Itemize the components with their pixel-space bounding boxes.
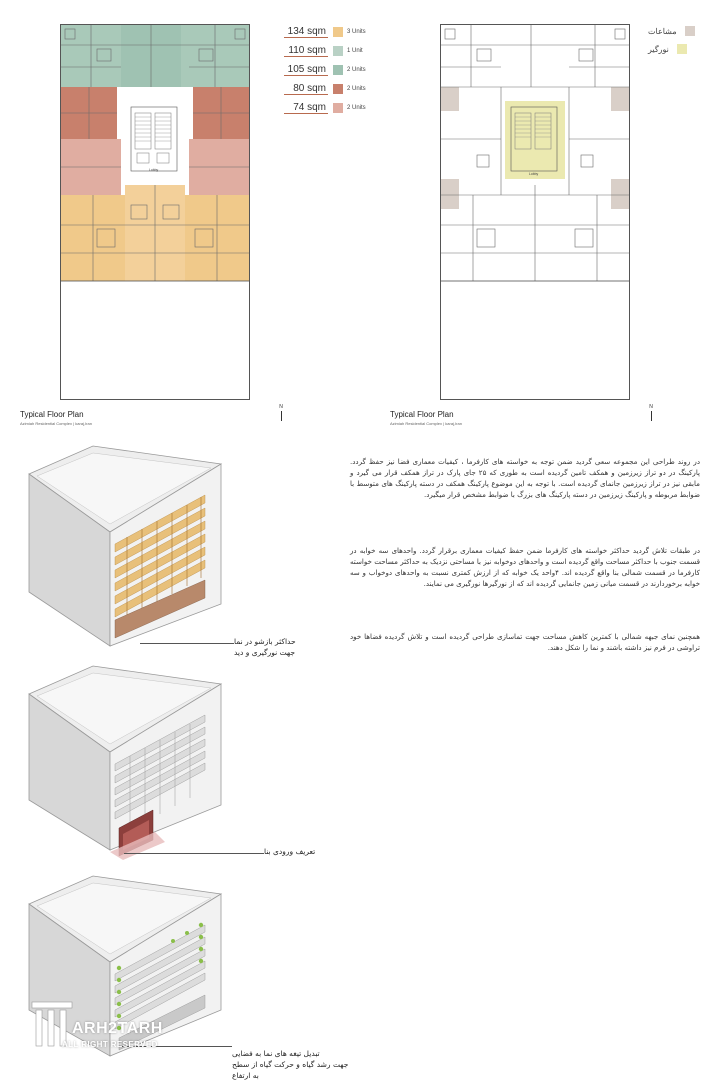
caption-1-line-1: حداکثر بازشو در نما xyxy=(234,637,296,646)
caption-2 xyxy=(264,846,354,857)
building-massing-2 xyxy=(15,660,245,860)
legend-swatch xyxy=(333,103,343,113)
floor-plan-right xyxy=(440,24,630,400)
legend-swatch xyxy=(333,84,343,94)
legend-row-134 xyxy=(284,24,366,40)
floor-plan-left-drawing xyxy=(61,25,249,399)
plan-subtitle-right: Azimiah Residential Complex | karaj,Iran xyxy=(390,421,462,426)
north-arrow-right xyxy=(647,404,655,424)
caption-2-line-1: تعریف ورودی بنا xyxy=(264,847,316,856)
north-arrow-left xyxy=(277,404,285,424)
caption-3 xyxy=(232,1048,352,1081)
legend-area: 80 sqm xyxy=(284,83,328,95)
caption-1-line-2: جهت نورگیری و دید xyxy=(234,648,296,657)
legend-label: نورگیر xyxy=(648,44,669,54)
description-paragraph-3: همچنین نمای جبهه شمالی با کمترین کاهش مساحت جهت تماسازی طراحی گردیده است و تلاش گردیده فضاها خود تراوشی در فرم نیز داشته باشند و نما را شکل دهند. xyxy=(350,632,700,652)
legend-lightwell xyxy=(648,44,687,54)
legend-swatch xyxy=(685,26,695,36)
watermark-sub: ALL RIGHT RESERVED xyxy=(62,1040,158,1049)
legend-label: مشاعات xyxy=(648,26,677,36)
plan-subtitle-left: Azimiah Residential Complex | karaj,Iran xyxy=(20,421,92,426)
legend-swatch xyxy=(333,46,343,56)
legend-row-80 xyxy=(284,81,366,97)
description-paragraph-1: در روند طراحی این مجموعه سعی گردید ضمن توجه به خواسته های کارفرما ، کیفیات معماری فضا نیز حفظ گردد. پارکینگ در دو تراز زیرزمین و همکف تامین گردیده است به طوری که ۲۵ جای پارک در تراز همکف قرار می گیرد و مابقی نیز در تراز زیرزمین جانمای گردیده است. با توجه به این موضوع پارکینگ همکف در دسته پارکینگ های متوسط با ضوابط مربوطه و پارکینگ زیرزمین در دسته پارکینگ های بزرگ با ضوابط مشخص قرار میگیرد. xyxy=(350,457,700,499)
legend-area: 105 sqm xyxy=(284,64,328,76)
caption-leader-2 xyxy=(124,853,264,854)
legend-units: 2 Units xyxy=(347,105,366,111)
lobby-label-left: Lobby xyxy=(149,168,159,172)
legend-area: 134 sqm xyxy=(284,26,328,38)
legend-swatch xyxy=(677,44,687,54)
caption-1 xyxy=(234,636,344,658)
caption-3-line-2: جهت رشد گیاه و حرکت گیاه از سطح به ارتفاع xyxy=(232,1060,349,1080)
legend-area: 110 sqm xyxy=(284,45,328,57)
legend-row-105 xyxy=(284,62,366,78)
legend-units: 3 Units xyxy=(347,29,366,35)
legend-row-74 xyxy=(284,100,366,116)
legend-common xyxy=(648,26,695,36)
legend-swatch xyxy=(333,27,343,37)
legend-swatch xyxy=(333,65,343,75)
building-massing-1 xyxy=(15,440,245,660)
legend-area: 74 sqm xyxy=(284,102,328,114)
description-paragraph-2: در طبقات تلاش گردید حداکثر خواسته های کارفرما ضمن حفظ کیفیات معماری برقرار گردد. واحدهای سه خوابه در قسمت جنوب با حداکثر مساحت واقع گردیده است و واحدهای دوخوابه نیز با مساحتی نزدیک به حداکثر مساحت خواسته کارفرما در قسمت شمالی بنا واقع گردیده اند. ۴واحد یک خوابه که از ارزش کمتری نسبت به واحدهای دوخواب و سه خوابه برخوردارند در قسمت میانی زمین جانمایی گردیده اند که از نورگیرها نورگیری می نمایند. xyxy=(350,546,700,588)
legend-units: 1 Unit xyxy=(347,48,363,54)
lobby-label-right: Lobby xyxy=(529,172,539,176)
legend-units: 2 Units xyxy=(347,67,366,73)
plan-title-left: Typical Floor Plan xyxy=(20,410,84,419)
legend-units: 2 Units xyxy=(347,86,366,92)
watermark-brand: ARH2TARH xyxy=(72,1020,163,1037)
caption-leader-1 xyxy=(140,643,234,644)
floor-plan-left xyxy=(60,24,250,400)
plan-title-right: Typical Floor Plan xyxy=(390,410,454,419)
floor-plan-right-drawing xyxy=(441,25,629,399)
north-label: N xyxy=(649,404,653,410)
north-label: N xyxy=(279,404,283,410)
caption-3-line-1: تبدیل تیغه های نما به فضایی xyxy=(232,1049,320,1058)
legend-row-110 xyxy=(284,43,363,59)
